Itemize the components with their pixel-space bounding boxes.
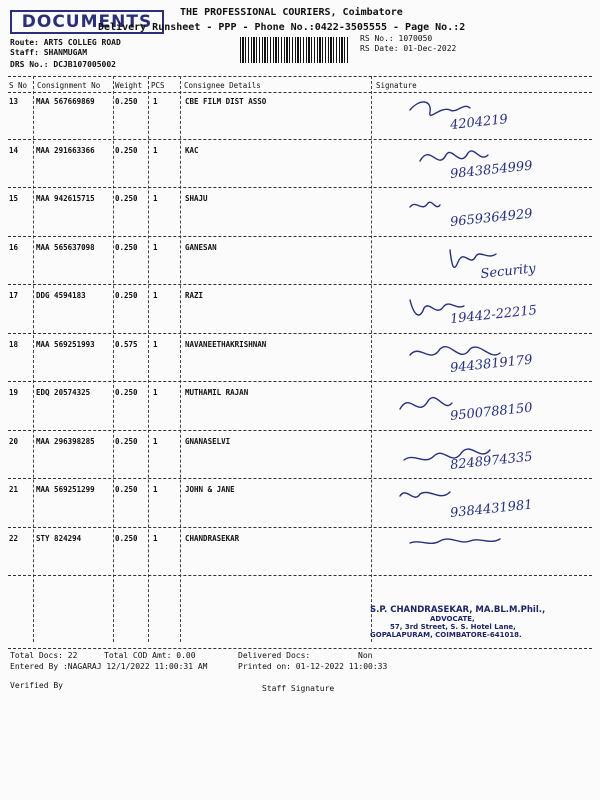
signature-phone-text: 9384431981: [449, 497, 534, 522]
signature-phone-text: 9500788150: [449, 400, 534, 425]
row-consignee: GNANASELVI: [185, 436, 231, 446]
total-cod-amount: Total COD Amt: 0.00: [104, 651, 196, 660]
row-consignment-no: MAA 569251993: [36, 339, 95, 349]
row-rule: [8, 333, 592, 334]
drs-number: DRS No.: DCJB107005002: [10, 60, 116, 69]
signature-scribble: [410, 202, 440, 207]
row-pcs: 1: [153, 388, 158, 397]
row-sno: 13: [9, 97, 19, 106]
printed-on: Printed on: 01-12-2022 11:00:33: [238, 662, 388, 671]
row-weight: 0.250: [115, 485, 138, 494]
handwritten-signature: [380, 189, 590, 237]
row-weight: 0.250: [115, 291, 138, 300]
rs-date: RS Date: 01-Dec-2022: [360, 44, 457, 53]
col-header-signature: Signature: [376, 81, 417, 90]
signature-phone-text: 9843854999: [449, 158, 534, 182]
row-consignee: SHAJU: [185, 194, 208, 203]
documents-stamp: DOCUMENTS: [10, 10, 164, 34]
row-weight: 0.250: [115, 436, 138, 446]
advocate-name: S.P. CHANDRASEKAR, MA.BL.M.Phil.,: [370, 605, 546, 615]
row-rule: [8, 187, 592, 188]
row-weight: 0.250: [115, 388, 138, 397]
row-weight: 0.250: [115, 533, 138, 543]
signature-phone-text: 9443819179: [449, 352, 534, 376]
row-consignee: CHANDRASEKAR: [185, 533, 240, 543]
table-row: [0, 480, 600, 528]
col-header-pcs: PCS: [151, 81, 165, 90]
total-docs: Total Docs: 22: [10, 651, 78, 660]
signature-scribble: [410, 102, 470, 115]
table-row: [0, 432, 600, 480]
row-rule: [8, 381, 592, 382]
handwritten-signature: [380, 480, 590, 528]
route-label: Route: ARTS COLLEG ROAD: [10, 38, 121, 47]
row-rule: [8, 139, 592, 140]
signature-scribble: [410, 346, 500, 354]
advocate-title: ADVOCATE,: [430, 615, 475, 623]
advocate-stamp: [370, 605, 590, 639]
row-sno: 18: [9, 339, 19, 349]
table-top-rule: [8, 76, 592, 77]
handwritten-signature: [380, 238, 590, 286]
row-consignment-no: MAA 567669869: [36, 97, 95, 106]
runsheet-subtitle: Delivery Runsheet - PPP - Phone No.:0422-3505555 - Page No.:2: [98, 22, 466, 33]
table-row: [0, 92, 600, 140]
signature-scribble: [450, 250, 496, 267]
staff-signature: Staff Signature: [262, 684, 335, 693]
signature-scribble: [420, 150, 488, 160]
row-sno: 16: [9, 242, 19, 252]
table-row: [0, 383, 600, 431]
row-pcs: 1: [153, 485, 158, 494]
advocate-address-1: 57, 3rd Street, S. S. Hotel Lane,: [390, 623, 516, 631]
row-rule: [8, 527, 592, 528]
staff-label: Staff: SHANMUGAM: [10, 48, 88, 57]
row-weight: 0.250: [115, 242, 138, 252]
signature-phone-text: 19442-22215: [449, 303, 538, 328]
col-header-sno: S No: [9, 81, 28, 90]
row-consignment-no: MAA 291663366: [36, 145, 95, 155]
table-row: [0, 529, 600, 577]
row-consignment-no: STY 824294: [36, 533, 82, 543]
row-sno: 15: [9, 194, 19, 203]
row-sno: 20: [9, 436, 19, 446]
advocate-address-2: GOPALAPURAM, COIMBATORE-641018.: [370, 631, 522, 639]
table-row: [0, 141, 600, 189]
row-consignee: JOHN & JANE: [185, 485, 235, 494]
signature-phone-text: Security: [479, 260, 537, 282]
signature-scribble: [410, 539, 500, 543]
row-consignment-no: MAA 565637098: [36, 242, 95, 252]
handwritten-signature: [380, 432, 590, 480]
row-pcs: 1: [153, 97, 158, 106]
row-sno: 21: [9, 485, 19, 494]
row-consignment-no: DDG 4594183: [36, 291, 86, 300]
signature-phone-text: 4204219: [449, 112, 509, 134]
signature-phone-text: 8248974335: [449, 449, 534, 473]
row-sno: 22: [9, 533, 19, 543]
row-rule: [8, 478, 592, 479]
row-consignment-no: MAA 296398285: [36, 436, 95, 446]
verified-by: Verified By: [10, 681, 63, 690]
table-row: [0, 335, 600, 383]
row-consignee: RAZI: [185, 291, 204, 300]
row-pcs: 1: [153, 533, 158, 543]
row-consignee: CBE FILM DIST ASSO: [185, 97, 267, 106]
row-weight: 0.250: [115, 145, 138, 155]
col-header-consignment: Consignment No: [37, 81, 101, 90]
row-sno: 14: [9, 145, 19, 155]
handwritten-signature: [380, 335, 590, 383]
delivered-docs: Delivered Docs:: [238, 651, 311, 660]
footer-rule: [8, 648, 592, 649]
handwritten-signature: [380, 92, 590, 140]
row-pcs: 1: [153, 436, 158, 446]
row-pcs: 1: [153, 242, 158, 252]
table-row: [0, 189, 600, 237]
row-sno: 19: [9, 388, 19, 397]
non-delivered-docs: Non: [358, 651, 373, 660]
table-row: [0, 238, 600, 286]
handwritten-signature: [380, 383, 590, 431]
signature-phone-text: 9659364929: [449, 206, 534, 231]
row-rule: [8, 575, 592, 576]
row-weight: 0.250: [115, 194, 138, 203]
row-rule: [8, 284, 592, 285]
row-pcs: 1: [153, 339, 158, 349]
handwritten-signature: [380, 529, 590, 577]
barcode: [240, 37, 350, 63]
handwritten-signature: [380, 141, 590, 189]
row-weight: 0.575: [115, 339, 138, 349]
row-consignment-no: MAA 942615715: [36, 194, 95, 203]
row-weight: 0.250: [115, 97, 138, 106]
col-header-weight: Weight: [115, 81, 143, 90]
row-consignee: KAC: [185, 145, 199, 155]
row-consignee: MUTHAMIL RAJAN: [185, 388, 249, 397]
row-pcs: 1: [153, 194, 158, 203]
row-consignment-no: MAA 569251299: [36, 485, 95, 494]
table-row: [0, 286, 600, 334]
handwritten-signature: [380, 286, 590, 334]
row-sno: 17: [9, 291, 19, 300]
col-header-consignee: Consignee Details: [184, 81, 261, 90]
entered-by: Entered By :NAGARAJ 12/1/2022 11:00:31 AM: [10, 662, 208, 671]
row-rule: [8, 236, 592, 237]
row-pcs: 1: [153, 145, 158, 155]
row-consignee: NAVANEETHAKRISHNAN: [185, 339, 267, 349]
row-consignment-no: EDQ 20574325: [36, 388, 91, 397]
row-rule: [8, 430, 592, 431]
row-consignee: GANESAN: [185, 242, 217, 252]
signature-scribble: [400, 492, 450, 497]
row-pcs: 1: [153, 291, 158, 300]
signature-scribble: [400, 398, 452, 409]
company-title: THE PROFESSIONAL COURIERS, Coimbatore: [180, 7, 403, 18]
rs-number: RS No.: 1070050: [360, 34, 433, 43]
